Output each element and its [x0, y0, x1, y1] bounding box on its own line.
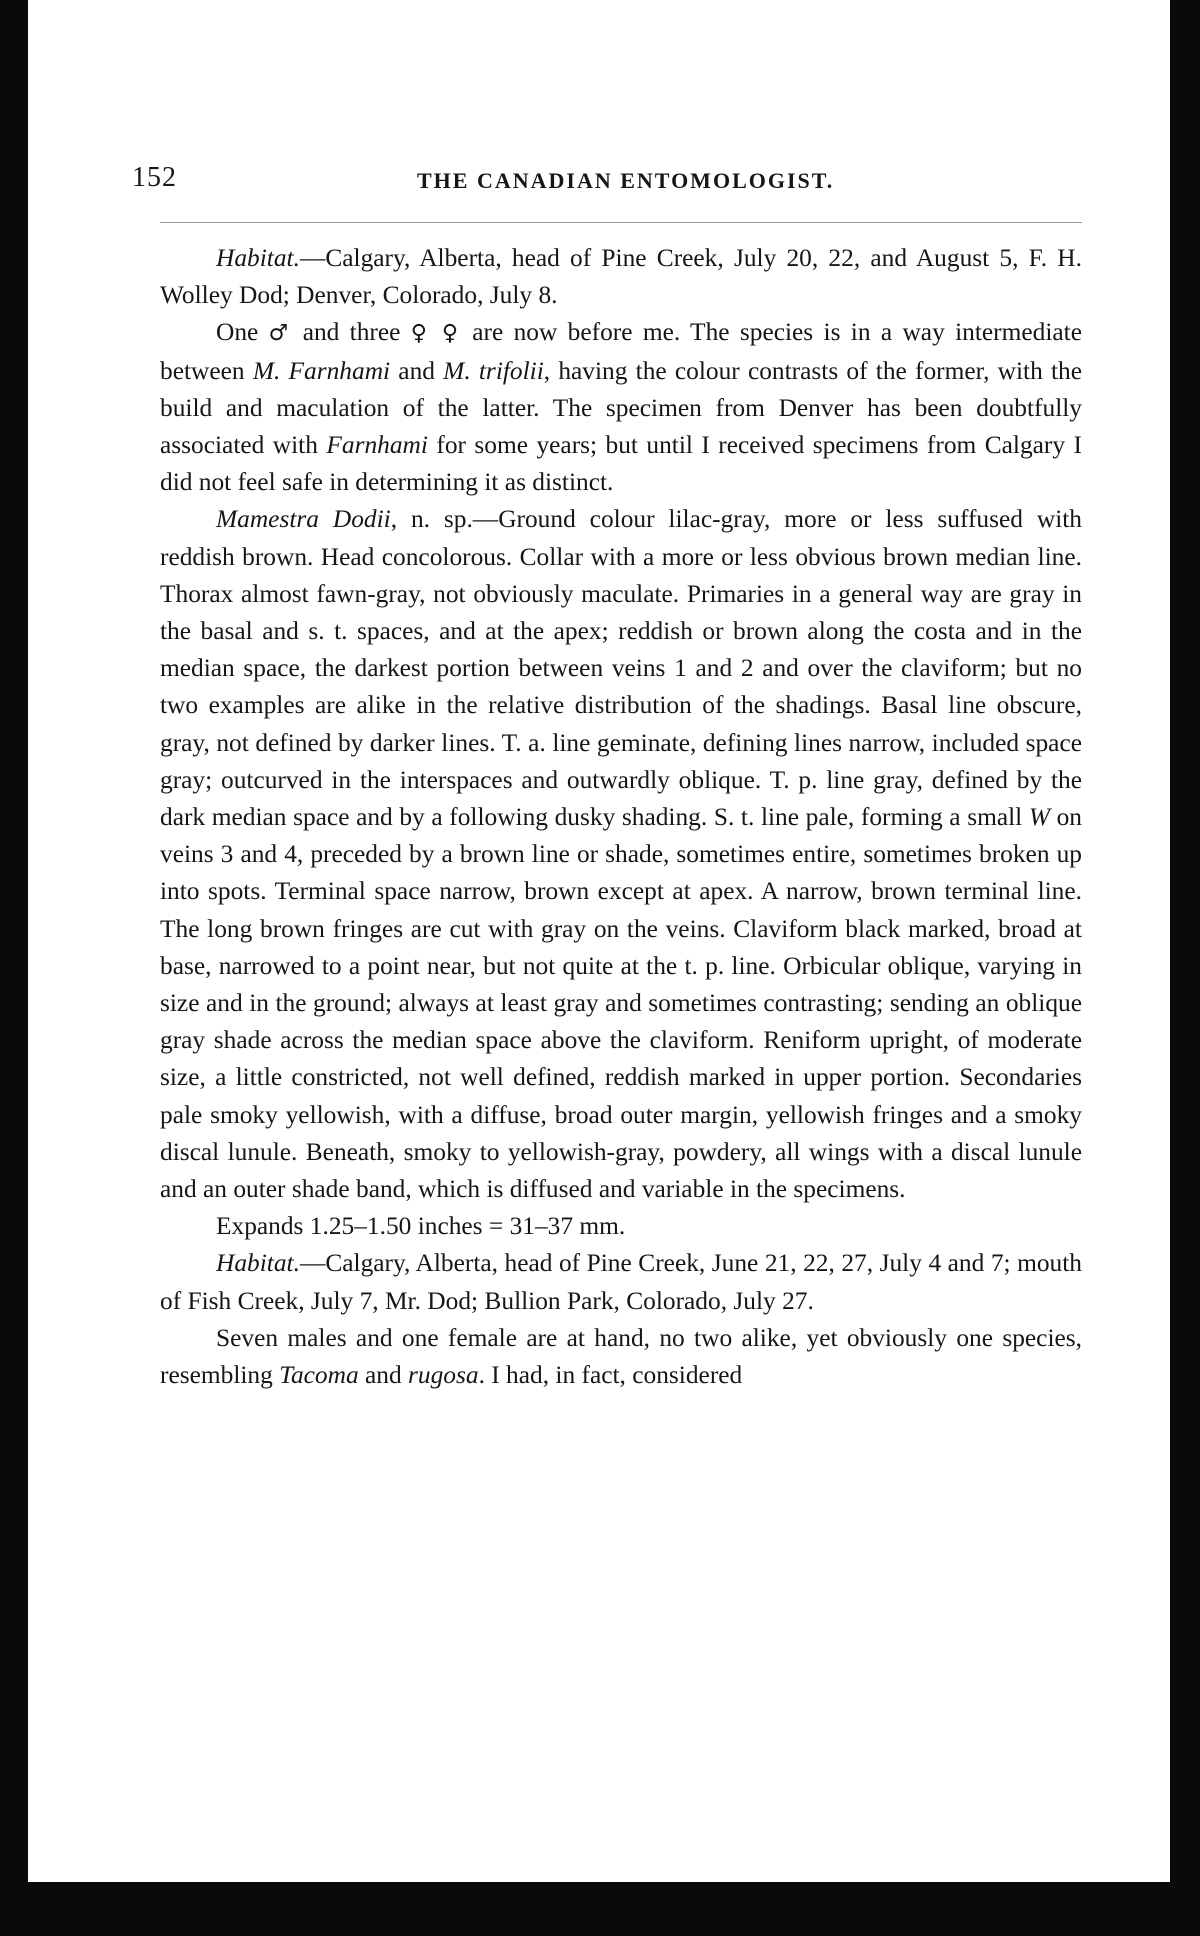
- text-run: Seven males and one female are at hand, no two alike, yet obviously one species, resembling: [160, 1323, 1082, 1390]
- paragraph: [160, 1208, 1082, 1245]
- text-run: are now before me. The species is in a way intermediate between: [160, 318, 1082, 385]
- scan-border-bottom: [0, 1882, 1200, 1936]
- sex-symbol: ♀ ♀: [410, 321, 462, 347]
- scan-border-right: [1170, 0, 1200, 1936]
- running-title: THE CANADIAN ENTOMOLOGIST.: [417, 168, 835, 193]
- italic-text: Mamestra Dodii: [216, 505, 391, 534]
- italic-text: M. Farnhami: [252, 356, 391, 385]
- text-run: and three: [292, 318, 411, 347]
- header-rule: [160, 222, 1082, 223]
- paragraph: [160, 314, 1082, 501]
- paragraph: [160, 1320, 1082, 1394]
- body-text: [160, 240, 1082, 1394]
- italic-text: Farnhami: [326, 431, 428, 460]
- text-run: One: [216, 318, 269, 347]
- text-run: , n. sp.—Ground colour lilac-gray, more or less suffused with reddish brown. Head concolorous. Collar with a more or less obvious brown median line. Thorax almost fawn-gray, not obviously maculate. Primaries in a general way are gray in the basal and s. t. spaces, and at the apex; reddish or brown along the costa and in the median space, the darkest portion between veins 1 and 2 and over the claviform; but no two examples are alike in the relative distribution of the shadings. Basal line obscure, gray, not defined by darker lines. T. a. line geminate, defining lines narrow, included space gray; outcurved in the interspaces and outwardly oblique. T. p. line gray, defined by the dark median space and by a following dusky shading. S. t. line pale, forming a small: [160, 505, 1082, 832]
- text-run: for some years; but until I received specimens from Calgary I did not feel safe in determining it as distinct.: [160, 431, 1082, 497]
- italic-text: Habitat.: [216, 244, 300, 272]
- paragraph: [160, 1245, 1082, 1319]
- text-run: on veins 3 and 4, preceded by a brown line or shade, sometimes entire, sometimes broken up into spots. Terminal space narrow, brown except at apex. A narrow, brown terminal line. The long brown fringes are cut with gray on the veins. Claviform black marked, broad at base, narrowed to a point near, but not quite at the t. p. line. Orbicular oblique, varying in size and in the ground; always at least gray and sometimes contrasting; sending an oblique gray shade across the median space above the claviform. Reniform upright, of moderate size, a little constricted, not well defined, reddish marked in upper portion. Secondaries pale smoky yellowish, with a diffuse, broad outer margin, yellowish fringes and a smoky discal lunule. Beneath, smoky to yellowish-gray, powdery, all wings with a discal lunule and an outer shade band, which is diffused and variable in the specimens.: [160, 803, 1082, 1204]
- italic-text: Tacoma: [279, 1361, 359, 1390]
- italic-text: M. trifolii: [443, 356, 544, 385]
- text-run: and: [358, 1361, 409, 1390]
- paragraph: [160, 501, 1082, 1208]
- text-run: . I had, in fact, considered: [478, 1361, 743, 1390]
- text-run: —Calgary, Alberta, head of Pine Creek, June 21, 22, 27, July 4 and 7; mouth of Fish Creek, July 7, Mr. Dod; Bullion Park, Colorado, July 27.: [160, 1249, 1082, 1315]
- page-header: [132, 162, 1082, 202]
- page-number: 152: [132, 162, 177, 193]
- text-run: and: [390, 356, 444, 385]
- italic-text: W: [1028, 803, 1050, 832]
- scan-border-left: [0, 0, 28, 1936]
- sex-symbol: ♂: [268, 321, 293, 347]
- text-run: Expands 1.25–1.50 inches = 31–37 mm.: [216, 1212, 626, 1241]
- italic-text: Habitat.: [216, 1249, 300, 1278]
- italic-text: rugosa: [408, 1361, 479, 1390]
- paragraph: [160, 240, 1082, 314]
- text-run: —Calgary, Alberta, head of Pine Creek, July 20, 22, and August 5, F. H. Wolley Dod; Denver, Colorado, July 8.: [160, 244, 1082, 310]
- text-run: , having the colour contrasts of the former, with the build and maculation of the latter. The specimen from Denver has been doubtfully associated with: [160, 356, 1082, 460]
